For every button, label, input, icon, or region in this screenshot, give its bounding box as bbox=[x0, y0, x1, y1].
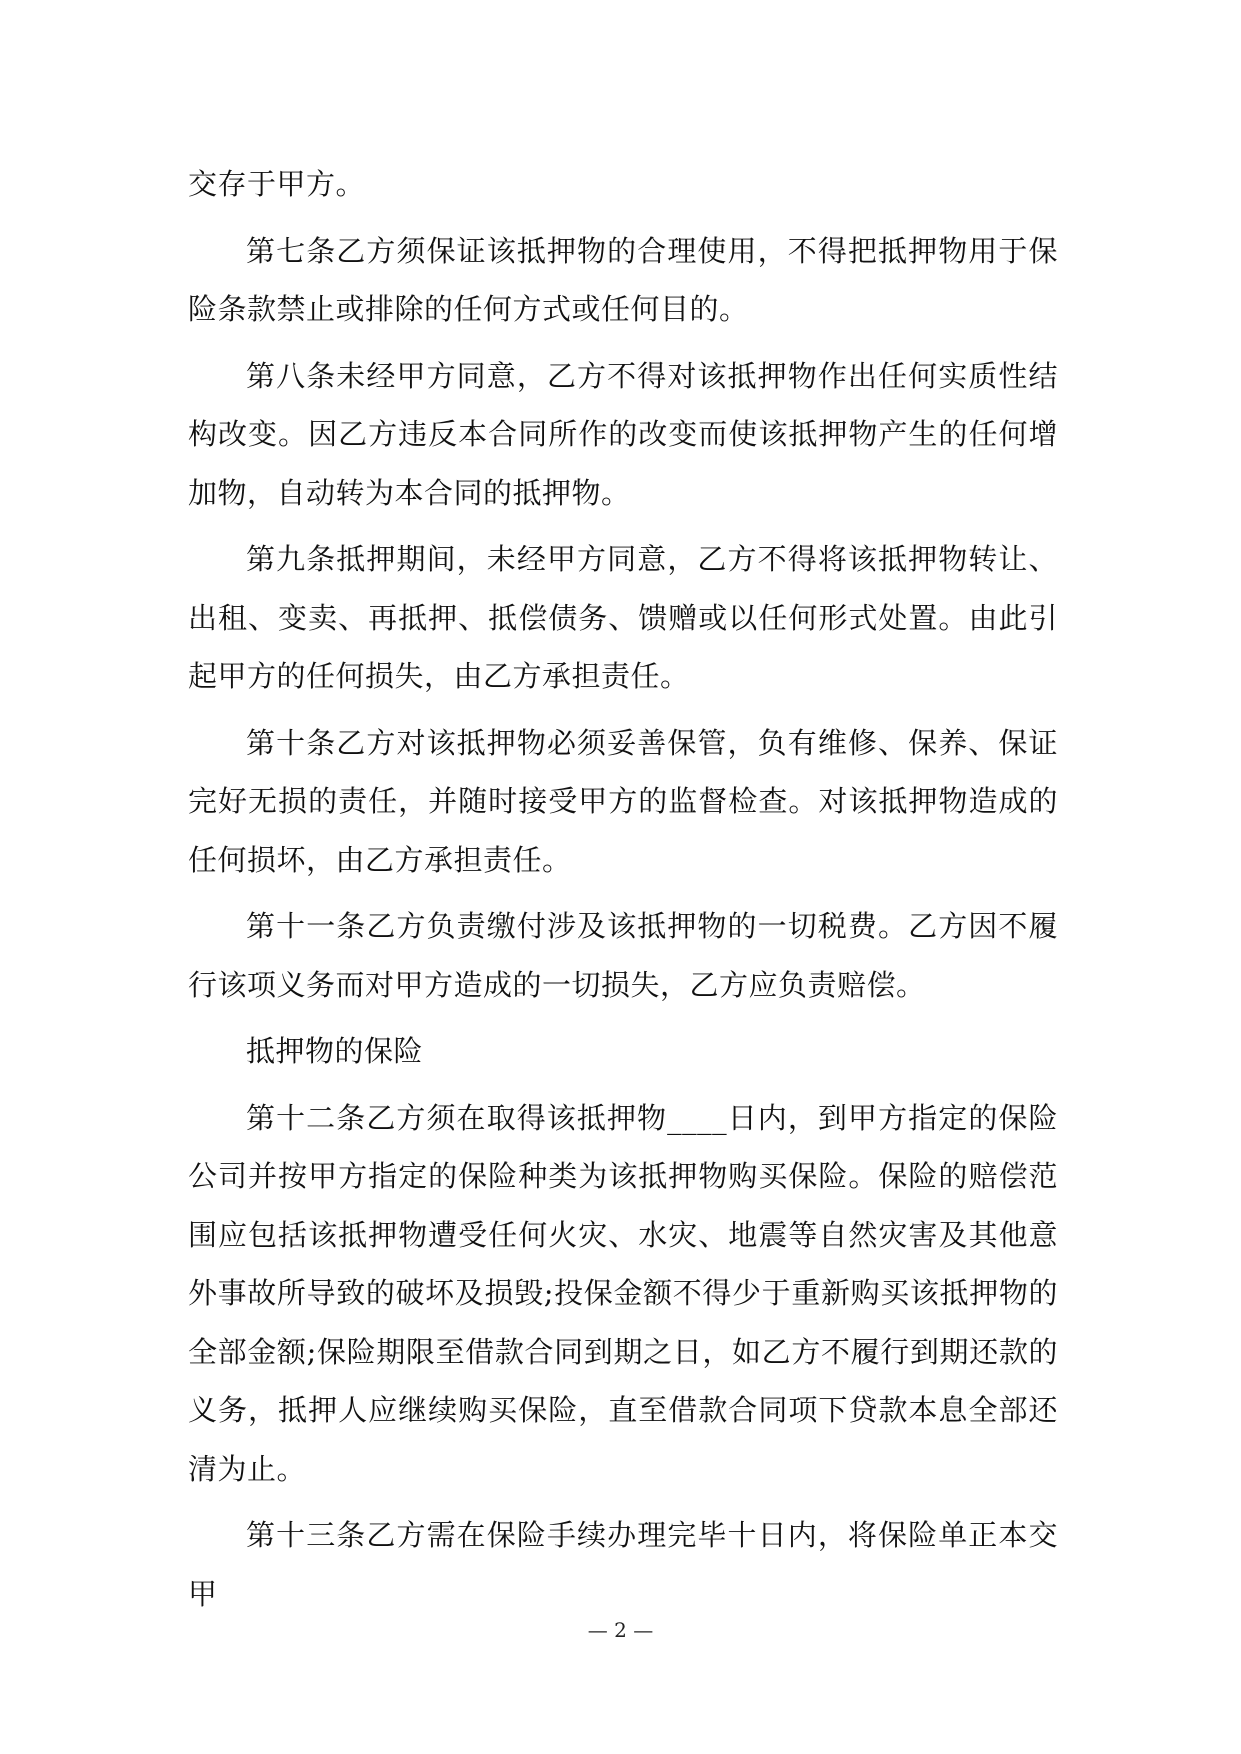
page-number: — 2 — bbox=[587, 1618, 654, 1642]
paragraph-continuation: 交存于甲方。 bbox=[188, 167, 366, 201]
document-body bbox=[188, 155, 1058, 1631]
paragraph-article-13: 第十三条乙方需在保险手续办理完毕十日内，将保险单正本交甲 bbox=[188, 1518, 1058, 1611]
paragraph-article-10: 第十条乙方对该抵押物必须妥善保管，负有维修、保养、保证完好无损的责任，并随时接受甲方的监督检查。对该抵押物造成的任何损坏，由乙方承担责任。 bbox=[188, 725, 1058, 877]
paragraph-article-7: 第七条乙方须保证该抵押物的合理使用，不得把抵押物用于保险条款禁止或排除的任何方式或任何目的。 bbox=[188, 233, 1058, 326]
article-12-text-before: 第十二条乙方须在取得该抵押物 bbox=[246, 1100, 668, 1135]
article-12-blank: ____ bbox=[667, 1100, 728, 1135]
paragraph-article-8: 第八条未经甲方同意，乙方不得对该抵押物作出任何实质性结构改变。因乙方违反本合同所作的改变而使该抵押物产生的任何增加物，自动转为本合同的抵押物。 bbox=[188, 358, 1058, 510]
paragraph-article-12 bbox=[188, 1089, 1058, 1499]
paragraph-article-9: 第九条抵押期间，未经甲方同意，乙方不得将该抵押物转让、出租、变卖、再抵押、抵偿债务、馈赠或以任何形式处置。由此引起甲方的任何损失，由乙方承担责任。 bbox=[188, 542, 1058, 693]
section-heading-insurance: 抵押物的保险 bbox=[246, 1034, 424, 1068]
paragraph-article-11: 第十一条乙方负责缴付涉及该抵押物的一切税费。乙方因不履行该项义务而对甲方造成的一切损失，乙方应负责赔偿。 bbox=[188, 909, 1058, 1002]
article-12-text-after: 日内，到甲方指定的保险公司并按甲方指定的保险种类为该抵押物购买保险。保险的赔偿范围应包括该抵押物遭受任何火灾、水灾、地震等自然灾害及其他意外事故所导致的破坏及损毁;投保金额不得少于重新购买该抵押物的全部金额;保险期限至借款合同到期之日，如乙方不履行到期还款的义务，抵押人应继续购买保险，直至借款合同项下贷款本息全部还清为止。 bbox=[188, 1100, 1058, 1486]
